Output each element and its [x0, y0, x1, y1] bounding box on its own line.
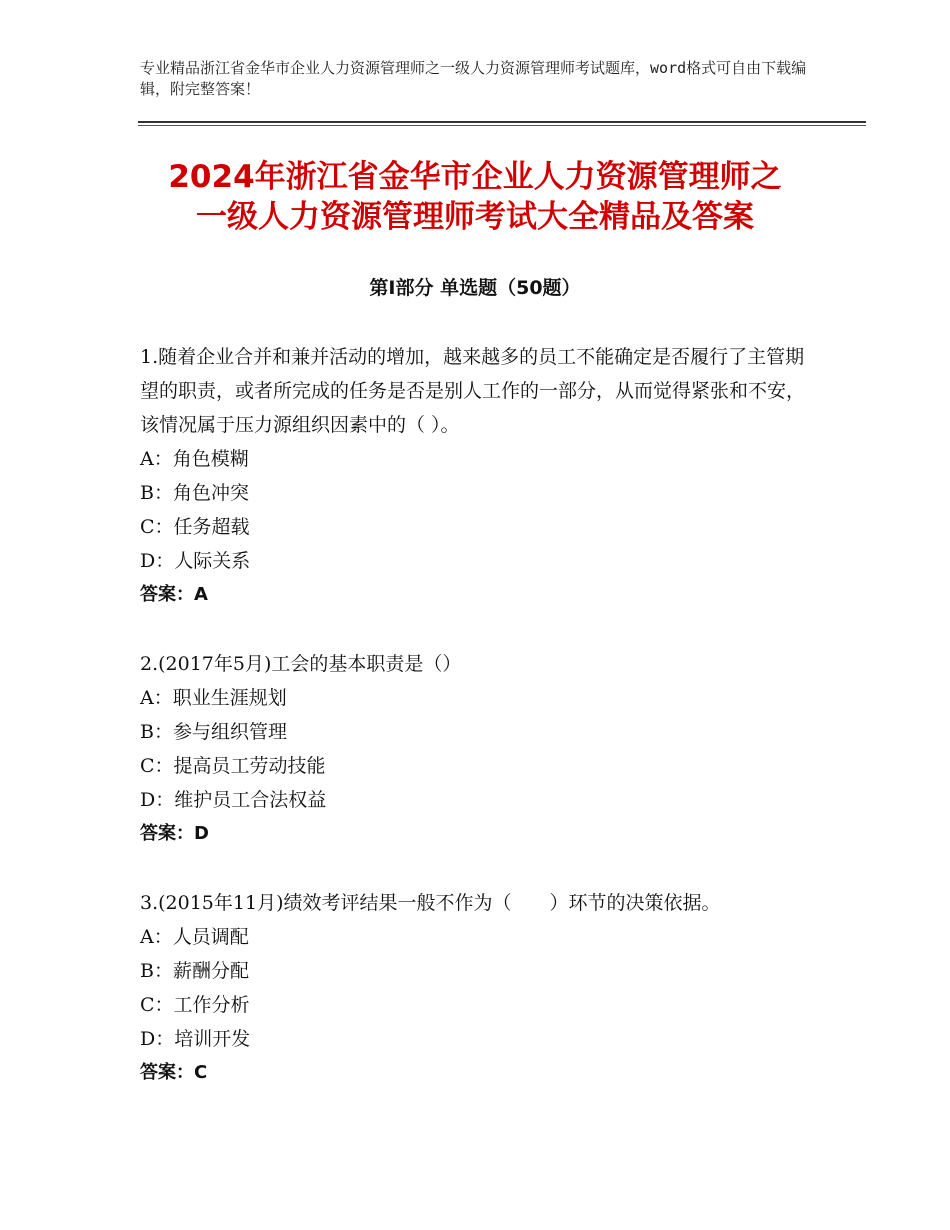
question-2 [140, 647, 820, 851]
answer: 答案：C [140, 1062, 208, 1083]
question-stem: 3.(2015年11月)绩效考评结果一般不作为（ ）环节的决策依据。 [140, 892, 721, 914]
document-title [100, 157, 850, 237]
title-line-1: 2024年浙江省金华市企业人力资源管理师之 [168, 159, 782, 195]
question-3 [140, 886, 820, 1090]
header-rule-thick [138, 121, 866, 123]
answer: 答案：D [140, 823, 209, 844]
section-title: 第Ⅰ部分 单选题（50题） [369, 277, 581, 299]
option-c: C：工作分析 [140, 994, 250, 1016]
title-line-2: 一级人力资源管理师考试大全精品及答案 [196, 199, 754, 235]
header-note: 专业精品浙江省金华市企业人力资源管理师之一级人力资源管理师考试题库，word格式可自由下载编辑，附完整答案！ [140, 59, 807, 98]
option-c: C：提高员工劳动技能 [140, 755, 326, 777]
header-rule-thin [138, 125, 866, 126]
question-stem: 2.(2017年5月)工会的基本职责是（） [140, 653, 462, 675]
option-a: A：人员调配 [140, 926, 249, 948]
question-stem: 1.随着企业合并和兼并活动的增加，越来越多的员工不能确定是否履行了主管期望的职责，或者所完成的任务是否是别人工作的一部分，从而觉得紧张和不安，该情况属于压力源组织因素中的（ ）。 [140, 346, 806, 436]
option-d: D：培训开发 [140, 1028, 251, 1050]
option-b: B：角色冲突 [140, 482, 249, 504]
option-c: C：任务超载 [140, 516, 250, 538]
option-d: D：人际关系 [140, 550, 251, 572]
answer: 答案：A [140, 584, 208, 605]
option-d: D：维护员工合法权益 [140, 789, 327, 811]
question-1 [140, 340, 820, 612]
option-a: A：职业生涯规划 [140, 687, 287, 709]
option-a: A：角色模糊 [140, 448, 249, 470]
option-b: B：薪酬分配 [140, 960, 249, 982]
option-b: B：参与组织管理 [140, 721, 287, 743]
